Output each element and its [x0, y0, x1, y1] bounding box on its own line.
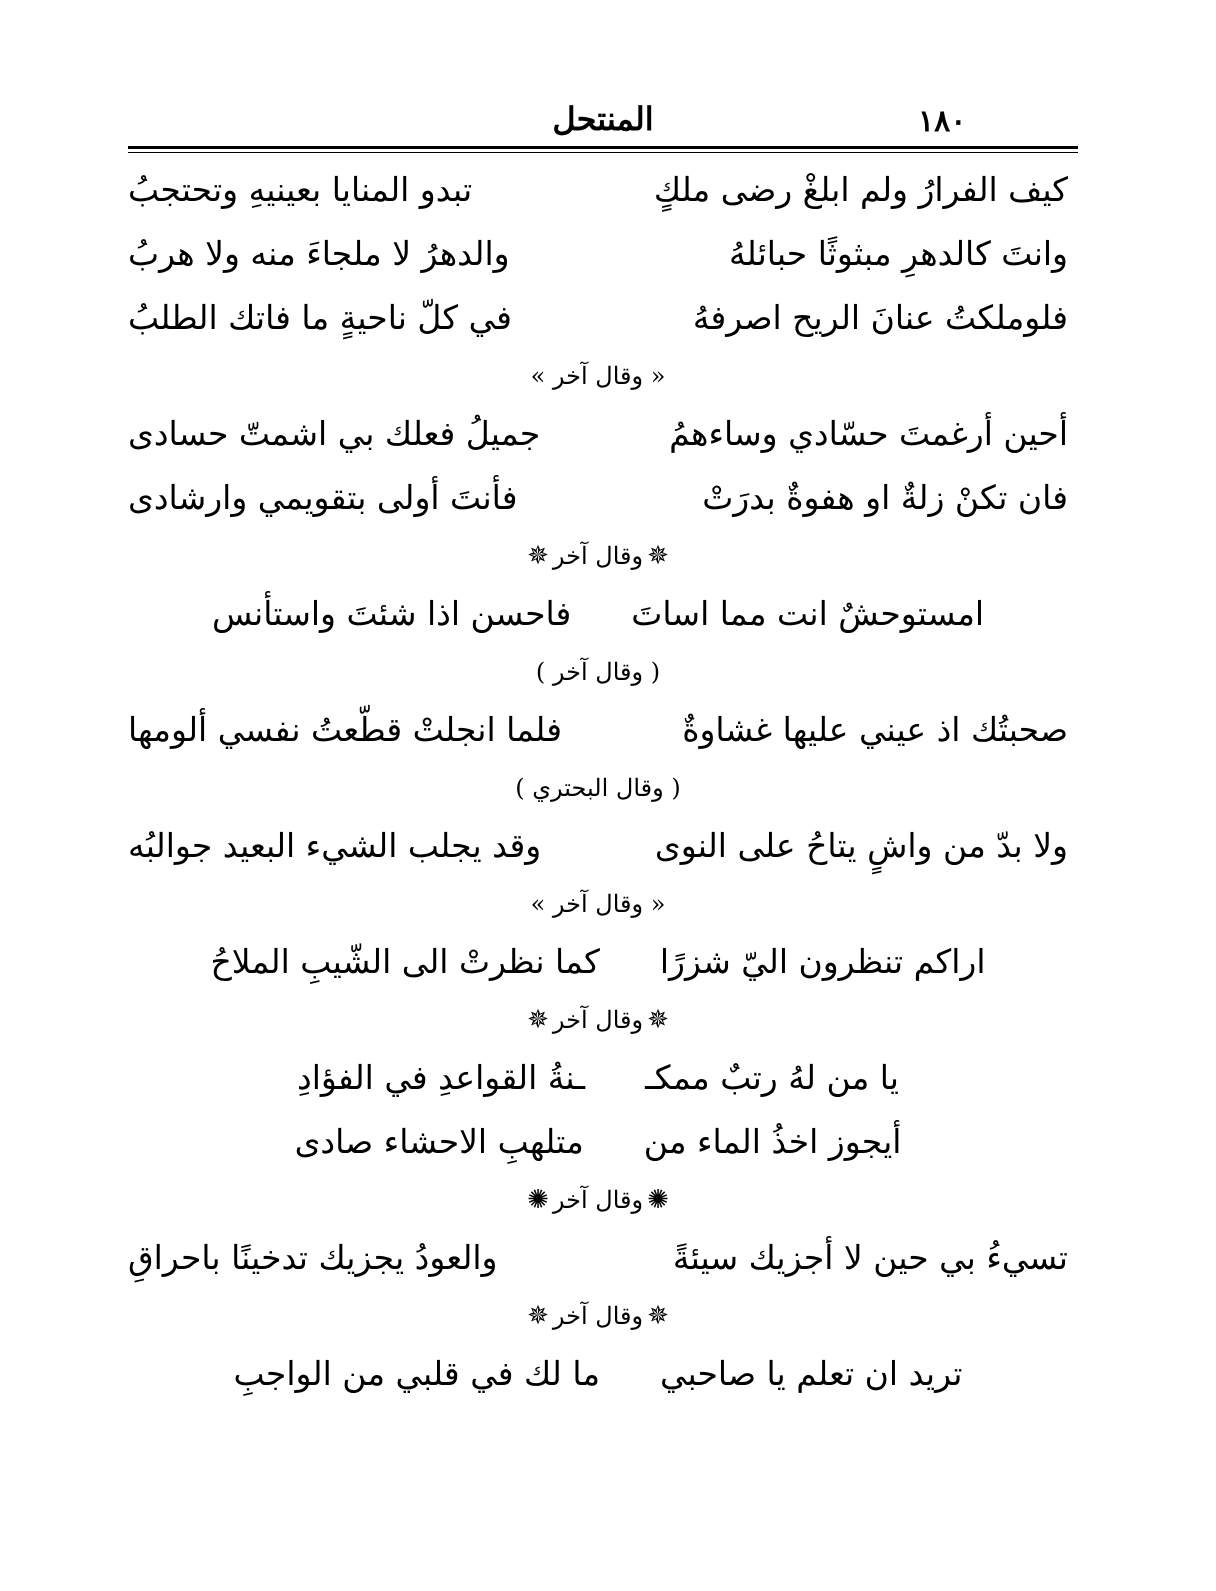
verse-line — [128, 402, 1068, 466]
heading-text: ( وقال البحتري ) — [515, 774, 681, 802]
verse-first-hemistich: اراكم تنظرون اليّ شزرًا — [659, 942, 986, 981]
section-heading — [128, 530, 1068, 582]
verse-line — [128, 286, 1068, 350]
verse-line — [128, 930, 1068, 994]
verse-second-hemistich: كما نظرتْ الى الشّيبِ الملاحُ — [210, 942, 600, 981]
verse-line — [128, 1226, 1068, 1290]
verse-first-hemistich: فان تكنْ زلةٌ او هفوةٌ بدرَتْ — [702, 478, 1068, 517]
ornament-icon: ✺ — [527, 1185, 549, 1215]
verse-second-hemistich: فاحسن اذا شئتَ واستأنس — [211, 594, 572, 633]
verse-second-hemistich: في كلّ ناحيةٍ ما فاتك الطلبُ — [128, 298, 512, 337]
verse-first-hemistich: يا من لهُ رتبٌ ممكـ — [645, 1058, 899, 1097]
heading-text: « وقال آخر » — [530, 890, 666, 918]
ornament-icon: ✵ — [527, 1005, 549, 1035]
verse-line — [128, 1110, 1068, 1174]
verse-line — [128, 582, 1068, 646]
verse-second-hemistich: وقد يجلب الشيء البعيد جوالبُه — [128, 826, 542, 865]
ornament-icon: ✵ — [527, 541, 549, 571]
heading-text: وقال آخر — [552, 1186, 644, 1214]
page-number: ١٨٠ — [918, 104, 967, 139]
running-title: المنتحل — [552, 100, 654, 138]
heading-text: وقال آخر — [552, 542, 644, 570]
verse-first-hemistich: صحبتُك اذ عيني عليها غشاوةٌ — [682, 710, 1068, 749]
page-header — [128, 88, 1068, 150]
verse-first-hemistich: أيجوز اخذُ الماء من — [643, 1122, 902, 1161]
verse-first-hemistich: ولا بدّ من واشٍ يتاحُ على النوى — [654, 826, 1068, 865]
ornament-icon: ✵ — [647, 1301, 669, 1331]
verse-second-hemistich: فأنتَ أولى بتقويمي وارشادى — [128, 478, 518, 517]
section-heading — [128, 1290, 1068, 1342]
verse-second-hemistich: ـنةُ القواعدِ في الفؤادِ — [297, 1058, 586, 1097]
verse-line — [128, 466, 1068, 530]
verse-first-hemistich: أحين أرغمتَ حسّادي وساءهمُ — [669, 414, 1068, 453]
verse-line — [128, 1046, 1068, 1110]
heading-text: وقال آخر — [552, 1302, 644, 1330]
verse-first-hemistich: كيف الفرارُ ولم ابلغْ رضى ملكٍ — [653, 170, 1068, 209]
verse-first-hemistich: فلوملكتُ عنانَ الريح اصرفهُ — [692, 298, 1068, 337]
ornament-icon: ✵ — [647, 541, 669, 571]
header-rule-thin — [128, 152, 1078, 153]
section-heading — [128, 350, 1068, 402]
ornament-icon: ✵ — [647, 1005, 669, 1035]
verse-first-hemistich: تسيءُ بي حين لا أجزيك سيئةً — [672, 1238, 1068, 1277]
verse-second-hemistich: ما لك في قلبي من الواجبِ — [233, 1354, 601, 1393]
section-heading — [128, 762, 1068, 814]
verse-line — [128, 222, 1068, 286]
verse-line — [128, 1342, 1068, 1406]
heading-text: وقال آخر — [552, 1006, 644, 1034]
ornament-icon: ✵ — [527, 1301, 549, 1331]
verse-line — [128, 698, 1068, 762]
header-rule — [128, 146, 1078, 149]
verse-second-hemistich: فلما انجلتْ قطّعتُ نفسي ألومها — [128, 710, 562, 749]
verse-second-hemistich: جميلُ فعلك بي اشمتّ حسادى — [128, 414, 541, 453]
section-heading — [128, 1174, 1068, 1226]
verse-second-hemistich: تبدو المنايا بعينيهِ وتحتجبُ — [128, 170, 473, 209]
verse-first-hemistich: تريد ان تعلم يا صاحبي — [660, 1354, 963, 1393]
book-page — [128, 88, 1068, 1528]
verse-line — [128, 814, 1068, 878]
verse-second-hemistich: والدهرُ لا ملجاءَ منه ولا هربُ — [128, 234, 510, 273]
heading-text: ( وقال آخر ) — [535, 658, 661, 686]
verse-second-hemistich: والعودُ يجزيك تدخينًا باحراقِ — [128, 1238, 498, 1277]
heading-text: « وقال آخر » — [530, 362, 666, 390]
section-heading — [128, 646, 1068, 698]
verse-first-hemistich: وانتَ كالدهرِ مبثوثًا حبائلهُ — [728, 234, 1068, 273]
section-heading — [128, 878, 1068, 930]
verse-line — [128, 158, 1068, 222]
ornament-icon: ✺ — [647, 1185, 669, 1215]
verse-first-hemistich: امستوحشٌ انت مما اساتَ — [631, 594, 985, 633]
verse-second-hemistich: متلهبِ الاحشاء صادى — [294, 1122, 584, 1161]
section-heading — [128, 994, 1068, 1046]
poem-body — [128, 158, 1068, 1406]
